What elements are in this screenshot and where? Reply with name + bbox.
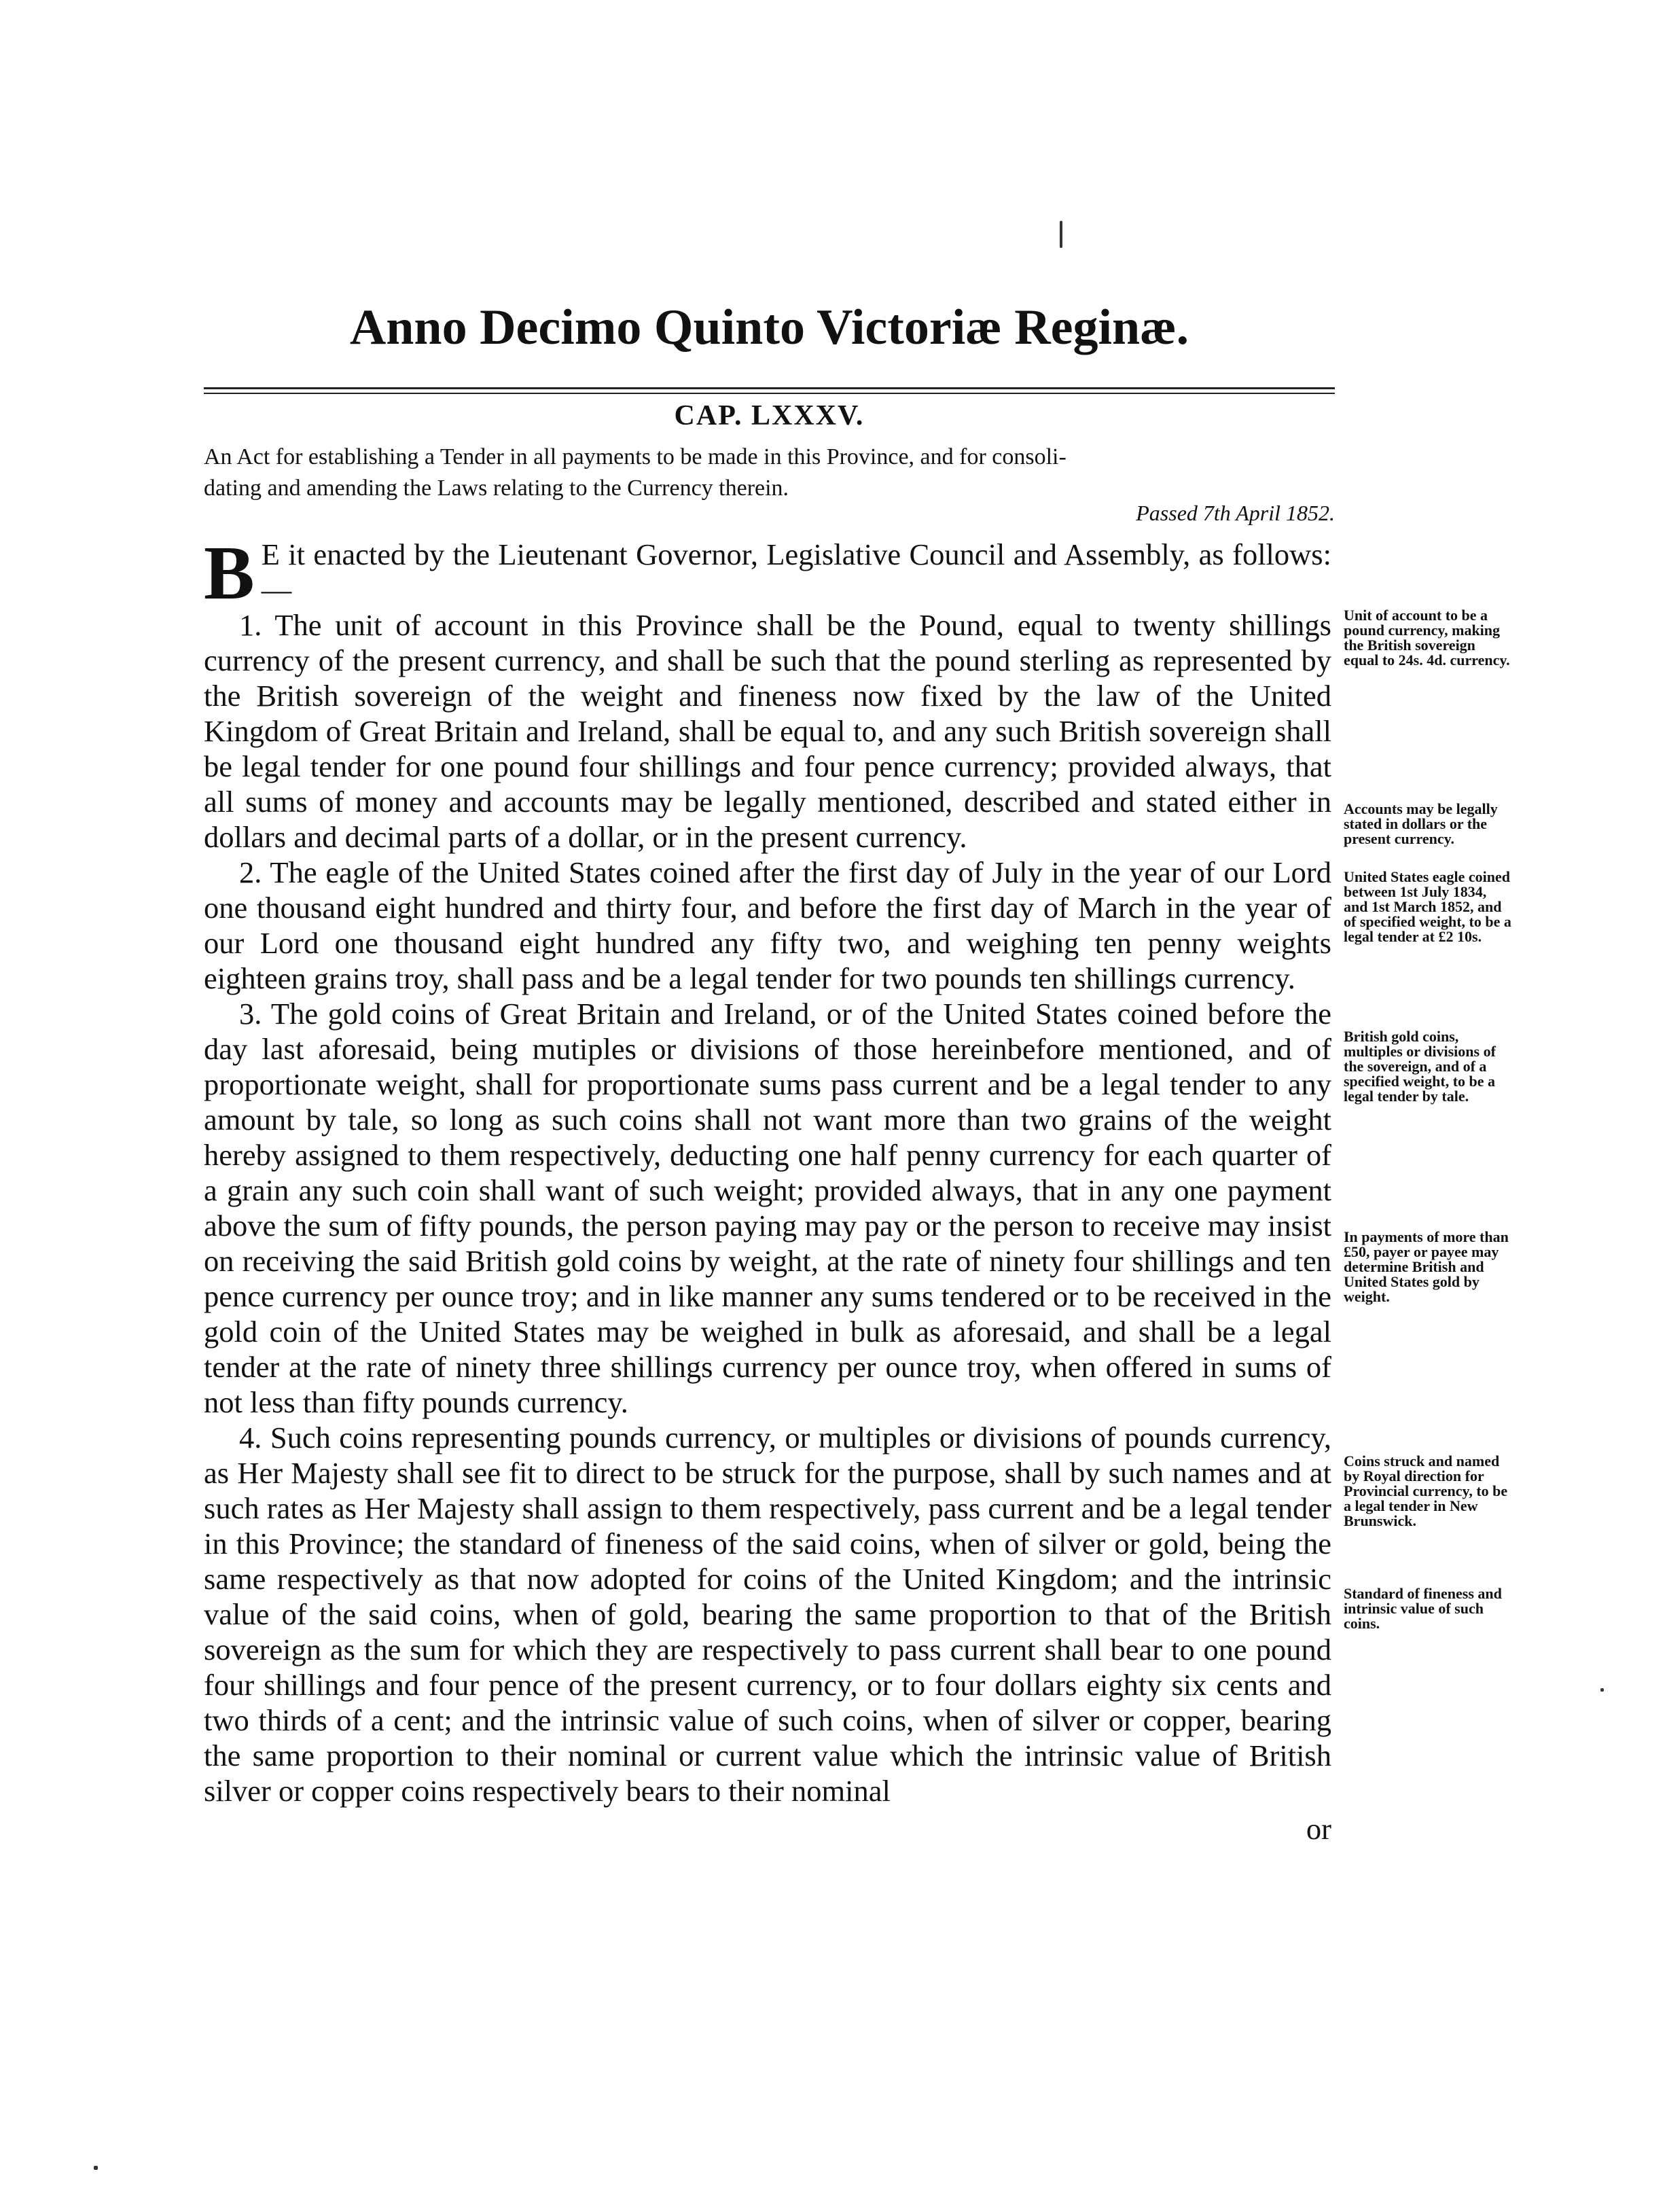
marginal-note-unit-of-account: Unit of account to be a pound currency, making the British sovereign equal to 24s. 4d. currency.: [1344, 607, 1510, 668]
catchword: or: [1306, 1812, 1331, 1846]
section-2: 2. The eagle of the United States coined after the first day of July in the year of our Lord one thousand eight hundred and thirty four, and before the first day of March in the year of our Lord one thousand eight hundred any fifty two, and weighing ten penny weights eighteen grains troy, shall pass and be a legal tender for two pounds ten shillings currency.: [204, 855, 1331, 995]
act-title-line-1: An Act for establishing a Tender in all payments to be made in this Province, and for consoli-: [204, 444, 1066, 469]
marginal-note-accounts: Accounts may be legally stated in dollars or the present currency.: [1344, 800, 1498, 847]
enacting-clause: [204, 531, 1331, 616]
section-1: 1. The unit of account in this Province shall be the Pound, equal to twenty shillings currency of the present currency, and shall be such that the pound sterling as represented by the British sovereign of the weight and fineness now fixed by the law of the United Kingdom of Great Britain and Ireland, shall be equal to, and any such British sovereign shall be legal tender for one pound four shillings and four pence currency; provided always, that all sums of money and accounts may be legally mentioned, described and stated either in dollars and decimal parts of a dollar, or in the present currency.: [204, 608, 1331, 854]
marginal-note-payments-by-weight: In payments of more than £50, payer or payee may determine British and United States gold by weight.: [1344, 1228, 1509, 1305]
drop-cap: B: [204, 531, 255, 616]
heading-rule-thick: [204, 387, 1335, 389]
marginal-note-standard-of-fineness: Standard of fineness and intrinsic value of such coins.: [1344, 1585, 1502, 1632]
act-title-line-2: dating and amending the Laws relating to the Currency therein.: [204, 476, 789, 501]
chapter-number: CAP. LXXXV.: [674, 400, 865, 431]
section-4: 4. Such coins representing pounds currency, or multiples or divisions of pounds currency, as Her Majesty shall see fit to direct to be struck for the purpose, shall by such names and at such rates as Her Majesty shall assign to them respectively, pass current and be a legal tender in this Province; the standard of fineness of the said coins, when of silver or gold, being the same respectively as that now adopted for coins of the United Kingdom; and the intrinsic value of the said coins, when of gold, bearing the same proportion to that of the British sovereign as the sum for which they are respectively to pass current shall bear to one pound four shillings and four pence of the present currency, or to four dollars eighty six cents and two thirds of a cent; and the intrinsic value of such coins, when of silver or copper, bearing the same proportion to their nominal or current value which the intrinsic value of British silver or copper coins respectively bears to their nominal: [204, 1421, 1331, 1808]
section-3: 3. The gold coins of Great Britain and Ireland, or of the United States coined before the day last aforesaid, being mutiples or divisions of those hereinbefore mentioned, and of proportionate weight, shall for proportionate sums pass current and be a legal tender to any amount by tale, so long as such coins shall not want more than two grains of the weight hereby assigned to them respectively, deducting one half penny currency for each quarter of a grain any such coin shall want of such weight; provided always, that in any one payment above the sum of fifty pounds, the person paying may pay or the person to receive may insist on receiving the said British gold coins by weight, at the rate of ninety four shillings and ten pence currency per ounce troy; and in like manner any sums tendered or to be received in the gold coin of the United States may be weighed in bulk as aforesaid, and shall be a legal tender at the rate of ninety three shillings currency per ounce troy, when offered in sums of not less than fifty pounds currency.: [204, 997, 1331, 1419]
paper-speck: [1600, 1688, 1604, 1692]
passed-date: Passed 7th April 1852.: [1136, 501, 1335, 525]
marginal-note-us-eagle: United States eagle coined between 1st July 1834, and 1st March 1852, and of specified weight, to be a legal tender at £2 10s.: [1344, 868, 1511, 945]
act-body: [204, 531, 1331, 1847]
act-long-title: [204, 442, 1335, 504]
paper-speck: [94, 2166, 98, 2170]
marginal-note-royal-coins: Coins struck and named by Royal direction for Provincial currency, to be a legal tender in New Brunswick.: [1344, 1452, 1508, 1529]
enacting-text: E it enacted by the Lieutenant Governor, Legislative Council and Assembly, as follows:—: [261, 537, 1331, 607]
heading-rule-thin: [204, 393, 1335, 394]
marginal-note-british-gold: British gold coins, multiples or divisions of the sovereign, and of a specified weight, to be a legal tender by tale.: [1344, 1028, 1496, 1105]
act-heading: Anno Decimo Quinto Victoriæ Reginæ.: [349, 300, 1189, 355]
paper-speck: [1060, 221, 1062, 248]
